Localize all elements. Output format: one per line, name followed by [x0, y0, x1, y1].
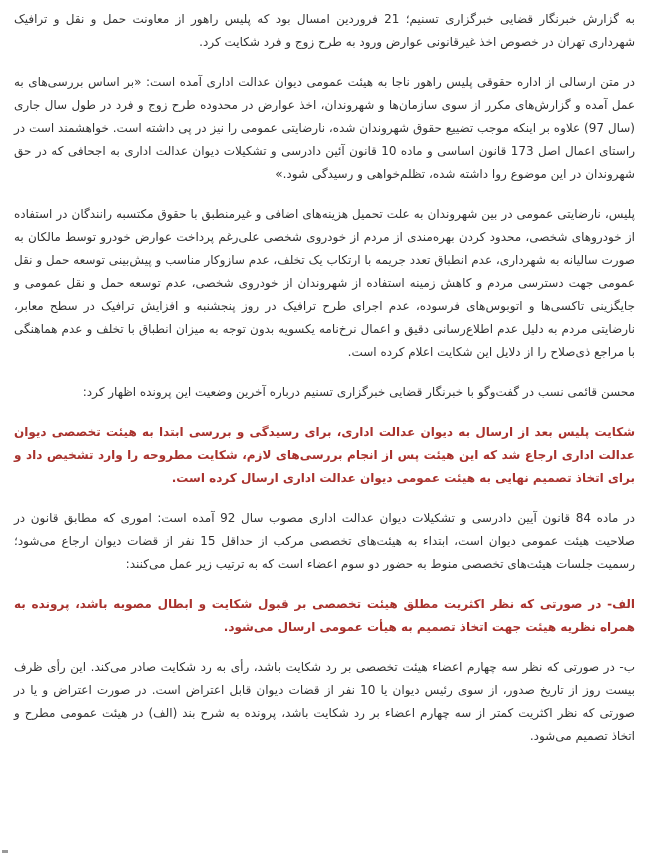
article-body: [14, 8, 635, 765]
clause-a-paragraph: الف- در صورتی که نظر اکثریت مطلق هیئت تخصصی بر قبول شکایت و ابطال مصوبه باشد، پرونده به همراه نظریه هیئت جهت اتخاذ تصمیم به هیأت عمومی ارسال می‌شود.: [14, 597, 635, 634]
clause-b-paragraph: ب- در صورتی که نظر سه چهارم اعضاء هیئت تخصصی بر رد شکایت باشد، رأی به رد شکایت صادر می‌کند. این رأی ظرف بیست روز از تاریخ صدور، از سوی رئیس دیوان یا 10 نفر از قضات دیوان قابل اعتراض است. در صورت اعتراض و یا در صورتی که نظر اکثریت کمتر از سه چهارم اعضاء بر رد شکایت باشد، پرونده به شرح بند (الف) در هیئت عمومی مطرح و اتخاذ تصمیم می‌شود.: [14, 660, 635, 743]
quote-intro-paragraph: محسن قائمی نسب در گفت‌وگو با خبرنگار قضایی خبرگزاری تسنیم درباره آخرین وضعیت این پرونده اظهار کرد:: [82, 385, 635, 399]
law-article-paragraph: در ماده 84 قانون آیین دادرسی و تشکیلات دیوان عدالت اداری مصوب سال 92 آمده است: اموری که مطابق قانون در صلاحیت هیئت عمومی دیوان است، ابتداء به هیئت‌های تخصصی مرکب از حداقل 15 نفر از قضات دیوان ارجاع می‌شود؛ رسمیت جلسات هیئت‌های تخصصی منوط به حضور دو سوم اعضاء است که به ترتیب زیر عمل می‌کنند:: [14, 511, 636, 571]
highlighted-quote-paragraph: شکایت پلیس بعد از ارسال به دیوان عدالت اداری، برای رسیدگی و بررسی ابتدا به هیئت تخصصی دیوان عدالت اداری ارجاع شد که این هیئت پس از انجام بررسی‌های لازم، شکایت مطروحه را وارد تشخیص داد و برای اتخاذ تصمیم نهایی به هیئت عمومی دیوان عدالت اداری ارسال کرده است.: [14, 425, 635, 485]
complaint-text-paragraph: در متن ارسالی از اداره حقوقی پلیس راهور ناجا به هیئت عمومی دیوان عدالت اداری آمده است: «بر اساس بررسی‌های به عمل آمده و گزارش‌های مکرر از سوی سازمان‌ها و شهروندان، اخذ عوارض در محدوده طرح زوج و فرد در طول سال جاری (سال 97) علاوه بر اینکه موجب تضییع حقوق شهروندان شده، نارضایتی عمومی را نیز در پی داشته است. خواهشمند است در راستای اعمال اصل 173 قانون اساسی و ماده 10 قانون آئین دادرسی و تشکیلات دیوان عدالت اداری به اجحافی که در حق شهروندان در این موضوع روا داشته شده، تظلم‌خواهی و رسیدگی شود.»: [14, 75, 635, 181]
intro-paragraph: به گزارش خبرنگار قضایی خبرگزاری تسنیم؛ 21 فروردین امسال بود که پلیس راهور از معاونت حمل و نقل و ترافیک شهرداری تهران در خصوص اخذ غیرقانونی عوارض ورود به طرح زوج و فرد شکایت کرد.: [14, 12, 635, 49]
police-reasons-paragraph: پلیس، نارضایتی عمومی در بین شهروندان به علت تحمیل هزینه‌های اضافی و غیرمنطبق با حقوق مکتسبه رانندگان در استفاده از خودروهای شخصی، محدود کردن بهره‌مندی از مردم از خودروی شخصی علی‌رغم پرداخت عوارض خودرو توسط مالکان به صورت سالیانه به شهرداری، عدم انطباق تعدد جریمه با ارتکاب یک تخلف، عدم سازوکار مناسب و پیش‌بینی توسعه حمل و نقل عمومی جهت دسترسی مردم و کاهش زمینه استفاده از شهروندان از خودروی شخصی، عدم توسعه حمل و نقل عمومی و جایگزینی تاکسی‌ها و اتوبوس‌های فرسوده، عدم اجرای طرح ترافیک در روز پنجشنبه و افزایش ترافیک در سطح معابر، نارضایتی مردم به دلیل عدم اطلاع‌رسانی دقیق و اعمال نرخ‌نامه یکسویه بدون توجه به میزان انطباق با تخلف و عدم هماهنگی با مراجع ذی‌صلاح را از دلایل این شکایت اعلام کرده است.: [14, 207, 635, 359]
corner-mark: [2, 850, 8, 853]
